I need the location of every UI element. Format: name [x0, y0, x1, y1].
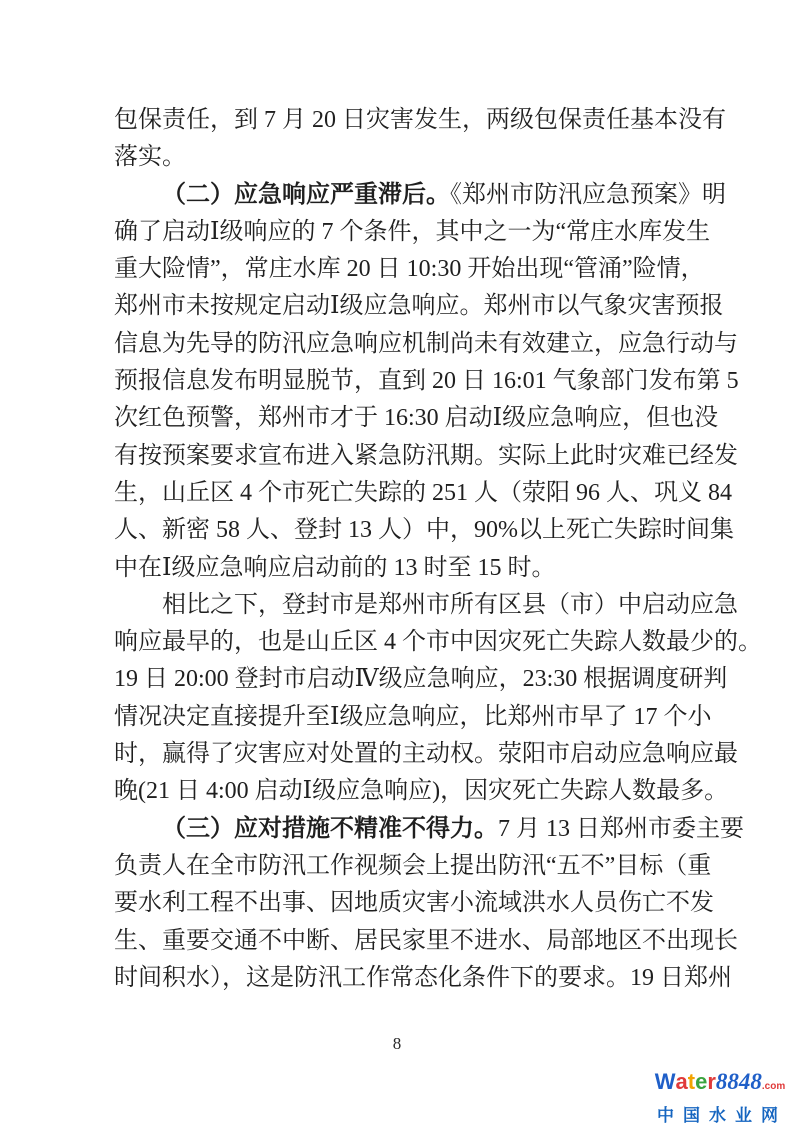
body-text: 响应最早的，也是山丘区 4 个市中因灾死亡失踪人数最少的。 [114, 629, 762, 656]
text-line [114, 438, 738, 475]
body-text: 《郑州市防汛应急预案》明 [450, 181, 726, 208]
water8848-wordmark [651, 1070, 789, 1099]
body-text: 7 月 13 日郑州市委主要 [498, 815, 744, 842]
text-line [114, 214, 711, 251]
body-text: 人、新密 58 人、登封 13 人）中，90%以上死亡失踪时间集 [114, 517, 734, 544]
text-line [114, 288, 724, 325]
text-line [114, 251, 705, 288]
text-line [114, 960, 732, 997]
text-line [114, 400, 719, 437]
body-text: 包保责任，到 7 月 20 日灾害发生，两级包保责任基本没有 [114, 107, 726, 133]
text-line [114, 736, 738, 773]
brand-letter: a [675, 1069, 688, 1094]
body-text: 重大险情”，常庄水库 20 日 10:30 开始出现“管涌”险情， [114, 256, 705, 283]
water8848-logo [651, 1070, 789, 1123]
brand-letter: r [707, 1069, 716, 1094]
body-text: 生，山丘区 4 个市死亡失踪的 251 人（荥阳 96 人、巩义 84 [114, 479, 732, 506]
body-text: 晚(21 日 4:00 启动Ⅰ级应急响应)，因灾死亡失踪人数最多。 [114, 778, 729, 805]
text-line [114, 923, 738, 960]
brand-letter: t [687, 1069, 696, 1094]
text-line [114, 624, 762, 661]
text-line [114, 661, 728, 698]
logo-subtitle: 中国水业网 [657, 1106, 787, 1123]
body-text: 郑州市未按规定启动Ⅰ级应急响应。郑州市以气象灾害预报 [114, 293, 724, 320]
body-text: 负责人在全市防汛工作视频会上提出防汛“五不”目标（重 [114, 852, 712, 879]
text-line [114, 102, 726, 139]
body-text: 生、重要交通不中断、居民家里不进水、局部地区不出现长 [114, 927, 738, 954]
section-heading-text: （二）应急响应严重滞后。 [162, 181, 450, 208]
page-number: 8 [392, 1034, 402, 1053]
text-line [114, 773, 729, 810]
text-line [114, 475, 732, 512]
body-text: 时间积水），这是防汛工作常态化条件下的要求。19 日郑州 [114, 964, 732, 991]
section-heading-text: （三）应对措施不精准不得力。 [162, 815, 498, 842]
body-text: 19 日 20:00 登封市启动Ⅳ级应急响应，23:30 根据调度研判 [114, 666, 728, 693]
brand-letter: e [695, 1069, 708, 1094]
text-line [114, 326, 738, 363]
brand-number: 8848 [715, 1069, 762, 1094]
text-line [114, 587, 738, 624]
body-text: 有按预案要求宣布进入紧急防汛期。实际上此时灾难已经发 [114, 442, 738, 469]
body-text: 要水利工程不出事、因地质灾害小流域洪水人员伤亡不发 [114, 890, 714, 917]
brand-letter: W [654, 1069, 676, 1094]
document-body [114, 102, 762, 997]
brand-tld: .com [761, 1081, 786, 1092]
text-line [114, 177, 726, 214]
text-line [114, 139, 682, 176]
body-text: 中在Ⅰ级应急响应启动前的 13 时至 15 时。 [114, 554, 556, 581]
text-line [114, 811, 744, 848]
text-line [114, 550, 682, 587]
text-line [114, 363, 739, 400]
text-line [114, 848, 712, 885]
body-text: 次红色预警，郑州市才于 16:30 启动Ⅰ级应急响应，但也没 [114, 405, 719, 432]
body-text: 预报信息发布明显脱节，直到 20 日 16:01 气象部门发布第 5 [114, 368, 739, 395]
brand-letters [655, 1069, 716, 1094]
body-text: 落实。 [114, 144, 186, 171]
body-text: 相比之下，登封市是郑州市所有区县（市）中启动应急 [162, 591, 738, 618]
body-text: 情况决定直接提升至Ⅰ级应急响应，比郑州市早了 17 个小 [114, 703, 712, 730]
body-text: 确了启动Ⅰ级响应的 7 个条件，其中之一为“常庄水库发生 [114, 218, 711, 245]
text-line [114, 885, 714, 922]
text-line [114, 512, 734, 549]
body-text: 信息为先导的防汛应急响应机制尚未有效建立，应急行动与 [114, 330, 738, 357]
body-text: 时，赢得了灾害应对处置的主动权。荥阳市启动应急响应最 [114, 741, 738, 768]
text-line [114, 699, 712, 736]
